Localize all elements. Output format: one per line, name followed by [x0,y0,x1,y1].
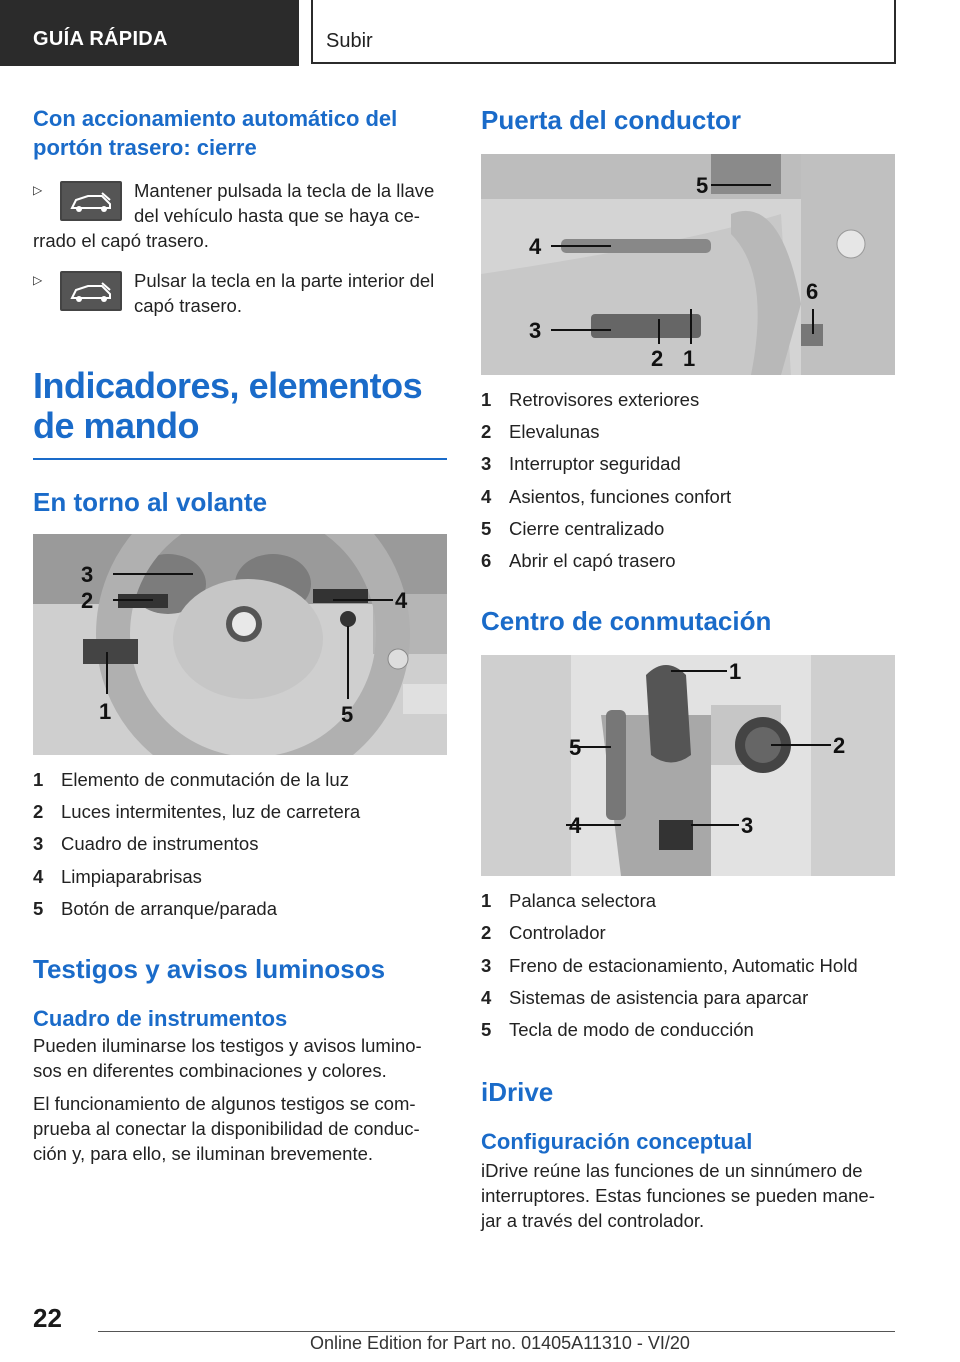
door-list [481,384,895,577]
concept-paragraph: iDrive reúne las funciones de un sinnúmero de interruptores. Estas funciones se pueden mane-jar a través del controlador. [481,1160,875,1232]
callout-4: 4 [569,813,582,839]
console-heading: Centro de conmutación [481,606,772,637]
page-number: 22 [33,1303,62,1333]
list-item: 5 Botón de arranque/parada [33,897,278,919]
cluster-paragraph-2: El funcionamiento de algunos testigos se com-prueba al conectar la disponibilidad de conduc-ción y, para ello, se iluminan brevemente. [33,1093,420,1165]
list-item: 1 Retrovisores exteriores [481,389,700,410]
callout-2: 2 [81,588,94,613]
door-photo [481,154,895,375]
bullet-2-text: Pulsar la tecla en la parte interior del capó trasero. [134,270,435,316]
steering-list [33,764,447,925]
callout-1: 1 [99,699,112,724]
callout-1: 1 [683,346,696,371]
callout-4: 4 [529,234,542,259]
left-column [33,100,447,1166]
list-item: 5 Tecla de modo de conducción [481,1019,754,1041]
bullet-1 [33,178,447,250]
list-item: 5 Cierre centralizado [481,517,665,539]
cluster-paragraph-1: Pueden iluminarse los testigos y avisos lumino-sos en diferentes combinaciones y colores. [33,1035,422,1082]
callout-5: 5 [569,735,582,761]
main-heading: Indicadores, elementos de mando [33,365,423,446]
tailgate-close-icon [60,181,122,221]
heading-rule [33,458,447,460]
bullet-1-text: Mantener pulsada la tecla de la llave del vehículo hasta que se haya ce-rrado el capó trasero. [33,180,435,251]
section-tab [0,0,299,66]
triangle-bullet-icon: ▷ [33,183,43,197]
section-title: GUÍA RÁPIDA [33,28,168,50]
cluster-heading: Cuadro de instrumentos [33,1006,288,1032]
console-list [481,885,895,1046]
list-item: 1 Palanca selectora [481,890,657,912]
list-item: 4 Sistemas de asistencia para aparcar [481,986,809,1008]
list-item: 6 Abrir el capó trasero [481,550,676,572]
callout-3: 3 [741,813,754,839]
callout-2: 2 [651,346,664,371]
warnings-heading: Testigos y avisos luminosos [33,954,386,985]
list-item: 2 Luces intermitentes, luz de carretera [33,801,361,823]
list-item: 4 Asientos, funciones confort [481,485,732,507]
door-heading: Puerta del conductor [481,105,742,135]
list-item: 3 Freno de estacionamiento, Automatic Hold [481,954,858,976]
nav-up-link[interactable]: Subir [326,30,373,52]
triangle-bullet-icon: ▷ [33,273,43,287]
callout-5: 5 [341,702,354,727]
list-item: 4 Limpiaparabrisas [33,865,202,887]
callout-3: 3 [529,318,542,343]
right-column [481,100,895,1233]
bullet-2 [33,268,447,320]
tailgate-close-icon [60,271,122,311]
callout-5: 5 [696,173,709,198]
center-console-photo [481,655,895,876]
edition-text: Online Edition for Part no. 01405A11310 - VI/20 [310,1333,690,1353]
list-item: 2 Elevalunas [481,421,600,443]
callout-2: 2 [833,733,846,759]
footer-rule [98,1331,895,1332]
callout-4: 4 [395,588,408,613]
steering-wheel-photo [33,534,447,755]
steering-heading: En torno al volante [33,487,268,517]
list-item: 1 Elemento de conmutación de la luz [33,769,349,790]
callout-3: 3 [81,562,94,587]
list-item: 3 Interruptor seguridad [481,453,681,475]
idrive-heading: iDrive [481,1077,554,1108]
nav-bar [311,0,896,64]
callout-1: 1 [729,659,742,685]
list-item: 2 Controlador [481,922,606,944]
callout-6: 6 [806,279,819,304]
list-item: 3 Cuadro de instrumentos [33,833,259,855]
tailgate-heading: Con accionamiento automático del portón trasero: cierre [33,106,398,160]
concept-heading: Configuración conceptual [481,1129,753,1155]
